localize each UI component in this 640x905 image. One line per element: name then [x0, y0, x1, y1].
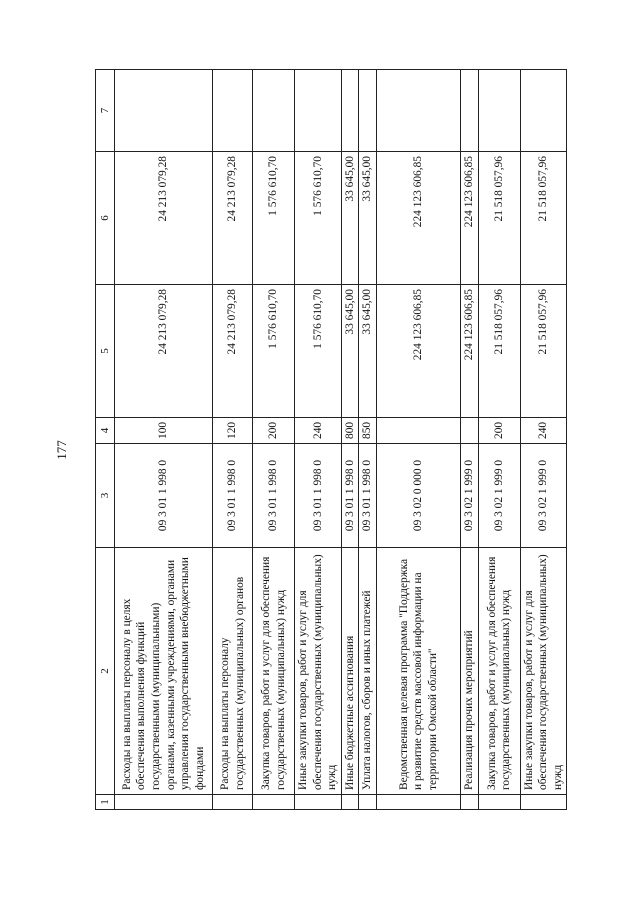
table-row — [295, 70, 342, 810]
amount-cell: 21 518 057,96 — [520, 285, 567, 418]
empty-cell — [377, 70, 461, 152]
table-row — [377, 70, 461, 810]
expense-type-cell: 240 — [520, 418, 567, 444]
target-code-cell: 09 3 02 1 999 0 — [520, 444, 567, 548]
amount-cell: 224 123 606,85 — [461, 285, 479, 418]
column-header: 1 — [96, 795, 115, 810]
target-code-cell: 09 3 01 1 998 0 — [341, 444, 359, 548]
amount-cell: 1 576 610,70 — [295, 152, 342, 285]
row-number-cell — [461, 795, 479, 810]
amount-cell: 33 645,00 — [359, 152, 377, 285]
target-code-cell: 09 3 01 1 998 0 — [253, 444, 295, 548]
expense-type-cell — [377, 418, 461, 444]
target-code-cell: 09 3 01 1 998 0 — [295, 444, 342, 548]
amount-cell: 24 213 079,28 — [213, 152, 253, 285]
target-code-cell: 09 3 01 1 998 0 — [213, 444, 253, 548]
budget-table — [95, 69, 567, 810]
column-header: 6 — [96, 152, 115, 285]
amount-cell: 21 518 057,96 — [520, 152, 567, 285]
row-name-cell: Закупка товаров, работ и услуг для обеспечения государственных (муниципальных) нужд — [253, 548, 295, 795]
amount-cell: 21 518 057,96 — [478, 285, 520, 418]
row-name-cell: Иные закупки товаров, работ и услуг для обеспечения государственных (муниципальных) нужд — [520, 548, 567, 795]
row-number-cell — [295, 795, 342, 810]
table-row — [359, 70, 377, 810]
amount-cell: 1 576 610,70 — [253, 152, 295, 285]
column-header: 3 — [96, 444, 115, 548]
amount-cell: 24 213 079,28 — [115, 285, 213, 418]
row-number-cell — [115, 795, 213, 810]
target-code-cell: 09 3 01 1 998 0 — [359, 444, 377, 548]
page-number: 177 — [54, 440, 69, 460]
amount-cell: 224 123 606,85 — [377, 285, 461, 418]
empty-cell — [115, 70, 213, 152]
row-name-cell: Реализация прочих мероприятий — [461, 548, 479, 795]
target-code-cell: 09 3 02 1 999 0 — [478, 444, 520, 548]
target-code-cell: 09 3 02 1 999 0 — [461, 444, 479, 548]
table-row — [253, 70, 295, 810]
table-row — [520, 70, 567, 810]
row-number-cell — [253, 795, 295, 810]
row-name-cell: Расходы на выплаты персоналу в целях обеспечения выполнения функций государственными (муниципальными) органами, казенными учреждениями, органами управления государственными внебюджетными фондами — [115, 548, 213, 795]
expense-type-cell: 100 — [115, 418, 213, 444]
table-row — [115, 70, 213, 810]
expense-type-cell: 200 — [478, 418, 520, 444]
empty-cell — [253, 70, 295, 152]
table-row — [341, 70, 359, 810]
empty-cell — [461, 70, 479, 152]
expense-type-cell: 200 — [253, 418, 295, 444]
amount-cell: 24 213 079,28 — [115, 152, 213, 285]
amount-cell: 1 576 610,70 — [253, 285, 295, 418]
expense-type-cell: 240 — [295, 418, 342, 444]
row-name-cell: Расходы на выплаты персоналу государственных (муниципальных) органов — [213, 548, 253, 795]
row-number-cell — [377, 795, 461, 810]
empty-cell — [359, 70, 377, 152]
column-header: 4 — [96, 418, 115, 444]
target-code-cell: 09 3 02 0 000 0 — [377, 444, 461, 548]
amount-cell: 224 123 606,85 — [377, 152, 461, 285]
row-name-cell: Уплата налогов, сборов и иных платежей — [359, 548, 377, 795]
amount-cell: 21 518 057,96 — [478, 152, 520, 285]
expense-type-cell: 800 — [341, 418, 359, 444]
row-number-cell — [520, 795, 567, 810]
amount-cell: 224 123 606,85 — [461, 152, 479, 285]
row-number-cell — [213, 795, 253, 810]
table-row — [478, 70, 520, 810]
expense-type-cell — [461, 418, 479, 444]
rotated-table-container — [95, 70, 610, 810]
amount-cell: 1 576 610,70 — [295, 285, 342, 418]
empty-cell — [341, 70, 359, 152]
empty-cell — [295, 70, 342, 152]
header-row — [96, 70, 115, 810]
expense-type-cell: 120 — [213, 418, 253, 444]
empty-cell — [520, 70, 567, 152]
row-name-cell: Иные бюджетные ассигнования — [341, 548, 359, 795]
row-number-cell — [478, 795, 520, 810]
empty-cell — [478, 70, 520, 152]
row-number-cell — [359, 795, 377, 810]
row-name-cell: Ведомственная целевая программа "Поддержка и развитие средств массовой информации на территории Омской области" — [377, 548, 461, 795]
row-name-cell: Иные закупки товаров, работ и услуг для обеспечения государственных (муниципальных) нужд — [295, 548, 342, 795]
column-header: 5 — [96, 285, 115, 418]
amount-cell: 33 645,00 — [341, 152, 359, 285]
column-header: 2 — [96, 548, 115, 795]
target-code-cell: 09 3 01 1 998 0 — [115, 444, 213, 548]
amount-cell: 24 213 079,28 — [213, 285, 253, 418]
table-row — [461, 70, 479, 810]
expense-type-cell: 850 — [359, 418, 377, 444]
amount-cell: 33 645,00 — [359, 285, 377, 418]
column-header: 7 — [96, 70, 115, 152]
row-number-cell — [341, 795, 359, 810]
amount-cell: 33 645,00 — [341, 285, 359, 418]
row-name-cell: Закупка товаров, работ и услуг для обеспечения государственных (муниципальных) нужд — [478, 548, 520, 795]
empty-cell — [213, 70, 253, 152]
table-row — [213, 70, 253, 810]
